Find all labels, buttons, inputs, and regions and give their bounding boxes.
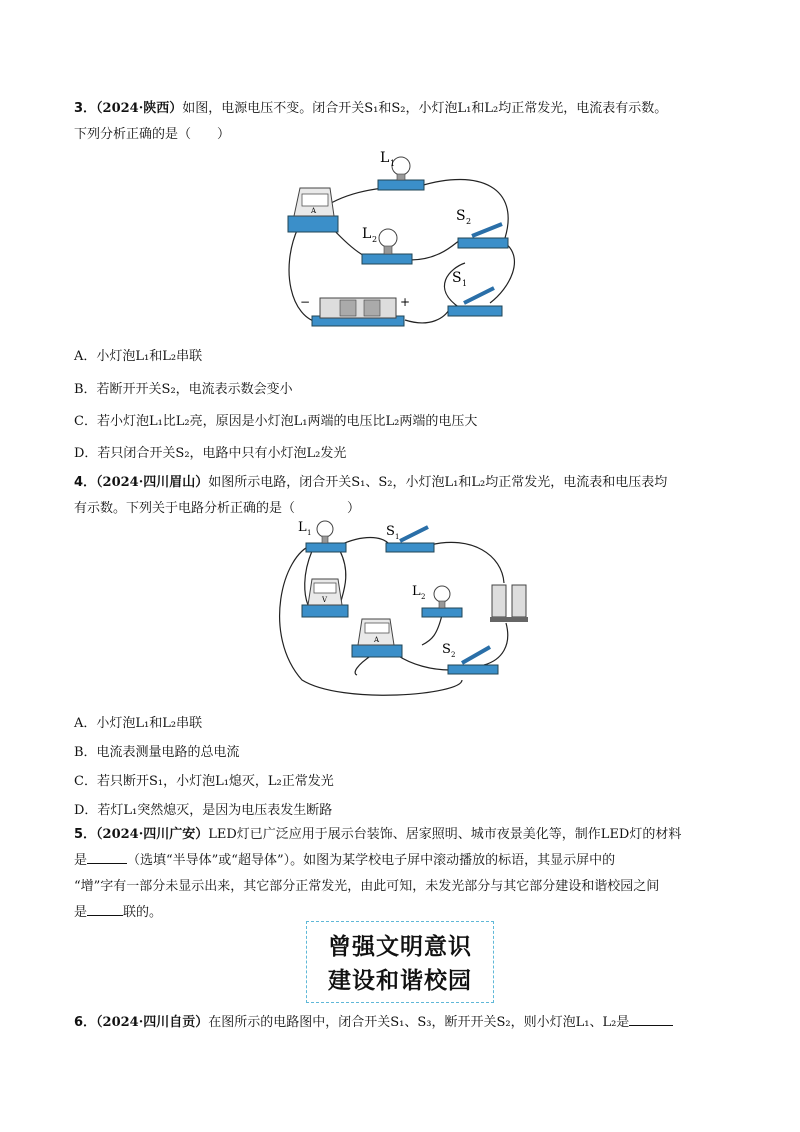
q5-line3: “增”字有一部分未显示出来，其它部分正常发光，由此可知，未发光部分与其它部分建设和谐校园之间 xyxy=(74,879,660,894)
svg-text:2: 2 xyxy=(421,593,426,601)
label-l1: L xyxy=(380,150,390,166)
q6-number: 6． xyxy=(74,1015,97,1030)
q3-stem-line2: 下列分析正确的是（ ） xyxy=(74,127,231,142)
q3-option-d: D．若只闭合开关S₂，电路中只有小灯泡L₂发光 xyxy=(74,446,347,461)
banner-line-2: 建设和谐校园 xyxy=(328,968,472,994)
q5-line2: （选填“半导体”或“超导体”）。如图为某学校电子屏中滚动播放的标语，其显示屏中的 xyxy=(127,853,616,868)
svg-text:−: − xyxy=(300,295,311,309)
label-l2: L xyxy=(412,584,421,599)
q3-circuit-figure xyxy=(280,148,540,333)
q4-stem-line2: 有示数。下列关于电路分析正确的是（ ） xyxy=(74,501,361,516)
q3-option-a: A．小灯泡L₁和L₂串联 xyxy=(74,349,203,364)
q6-stem xyxy=(74,1010,734,1036)
label-s2: S xyxy=(442,642,451,657)
q3-option-c: C．若小灯泡L₁比L₂亮，原因是小灯泡L₁两端的电压比L₂两端的电压大 xyxy=(74,414,478,429)
svg-text:V: V xyxy=(322,596,328,604)
q4-source: （2024·四川眉山） xyxy=(96,475,209,490)
q5-source: （2024·四川广安） xyxy=(96,827,209,842)
label-s1: S xyxy=(452,270,462,286)
voltmeter-icon xyxy=(302,579,348,617)
q4-number: 4． xyxy=(74,475,97,490)
switch-s2-icon xyxy=(458,224,508,248)
q5-answer-blank-2[interactable] xyxy=(87,901,123,916)
svg-text:1: 1 xyxy=(395,533,400,541)
label-l1: L xyxy=(298,520,307,535)
q5-stem: 5．（2024·四川广安）LED灯已广泛应用于展示台装饰、居家照明、城市夜景美化等，制作LED灯的材料 是 （选填“半导体”或“超导体”）。如图为某学校电子屏中滚动播放的标语，其显示屏中的 “增”字有一部分未显示出来，其它部分正常发光，由此可知，未发光部分与其它部分建设和谐校园之间 是 联的。 xyxy=(74,827,682,920)
battery-icon xyxy=(312,298,404,326)
svg-text:1: 1 xyxy=(390,159,396,168)
svg-text:2: 2 xyxy=(451,651,456,659)
svg-text:A: A xyxy=(374,636,380,644)
q6-source: （2024·四川自贡） xyxy=(96,1015,209,1030)
q3-option-b: B．若断开开关S₂，电流表示数会变小 xyxy=(74,382,293,397)
q4-option-a: A．小灯泡L₁和L₂串联 xyxy=(74,716,203,731)
battery-icon xyxy=(490,585,528,622)
banner-line-1: 曾强文明意识 xyxy=(328,934,472,960)
q5-line4: 联的。 xyxy=(123,905,163,920)
led-banner xyxy=(306,921,494,1003)
q5-number: 5． xyxy=(74,827,97,842)
svg-text:2: 2 xyxy=(466,217,472,226)
q3-source: （2024·陕西） xyxy=(96,101,183,116)
svg-text:1: 1 xyxy=(462,279,468,288)
q3-stem xyxy=(74,96,734,148)
bulb-l2-icon xyxy=(422,586,462,617)
q5-answer-blank-1[interactable] xyxy=(87,849,127,864)
svg-text:+: + xyxy=(400,295,411,309)
label-l2: L xyxy=(362,226,372,242)
bulb-l1-icon xyxy=(306,521,346,552)
q4-option-c: C．若只断开S₁，小灯泡L₁熄灭，L₂正常发光 xyxy=(74,774,334,789)
q5-line1: LED灯已广泛应用于展示台装饰、居家照明、城市夜景美化等，制作LED灯的材料 xyxy=(208,827,682,842)
q6-answer-blank[interactable] xyxy=(629,1011,673,1026)
svg-text:2: 2 xyxy=(372,235,378,244)
svg-text:1: 1 xyxy=(307,529,312,537)
label-s1: S xyxy=(386,524,395,539)
q4-option-d: D．若灯L₁突然熄灭，是因为电压表发生断路 xyxy=(74,803,333,818)
switch-s1-icon xyxy=(448,288,502,316)
svg-text:A: A xyxy=(311,207,317,215)
q4-stem-line1: 如图所示电路，闭合开关S₁、S₂，小灯泡L₁和L₂均正常发光，电流表和电压表均 xyxy=(208,475,668,490)
label-s2: S xyxy=(456,208,466,224)
q3-stem-line1: 如图，电源电压不变。闭合开关S₁和S₂，小灯泡L₁和L₂均正常发光，电流表有示数。 xyxy=(182,101,668,116)
q4-circuit-figure xyxy=(262,515,552,705)
ammeter-icon xyxy=(352,619,402,657)
switch-s2-icon xyxy=(448,647,498,674)
q3-number: 3． xyxy=(74,101,97,116)
q4-option-b: B．电流表测量电路的总电流 xyxy=(74,745,240,760)
q6-stem-text: 在图所示的电路图中，闭合开关S₁、S₃，断开开关S₂，则小灯泡L₁、L₂是 xyxy=(208,1015,630,1030)
ammeter-icon xyxy=(288,188,338,232)
